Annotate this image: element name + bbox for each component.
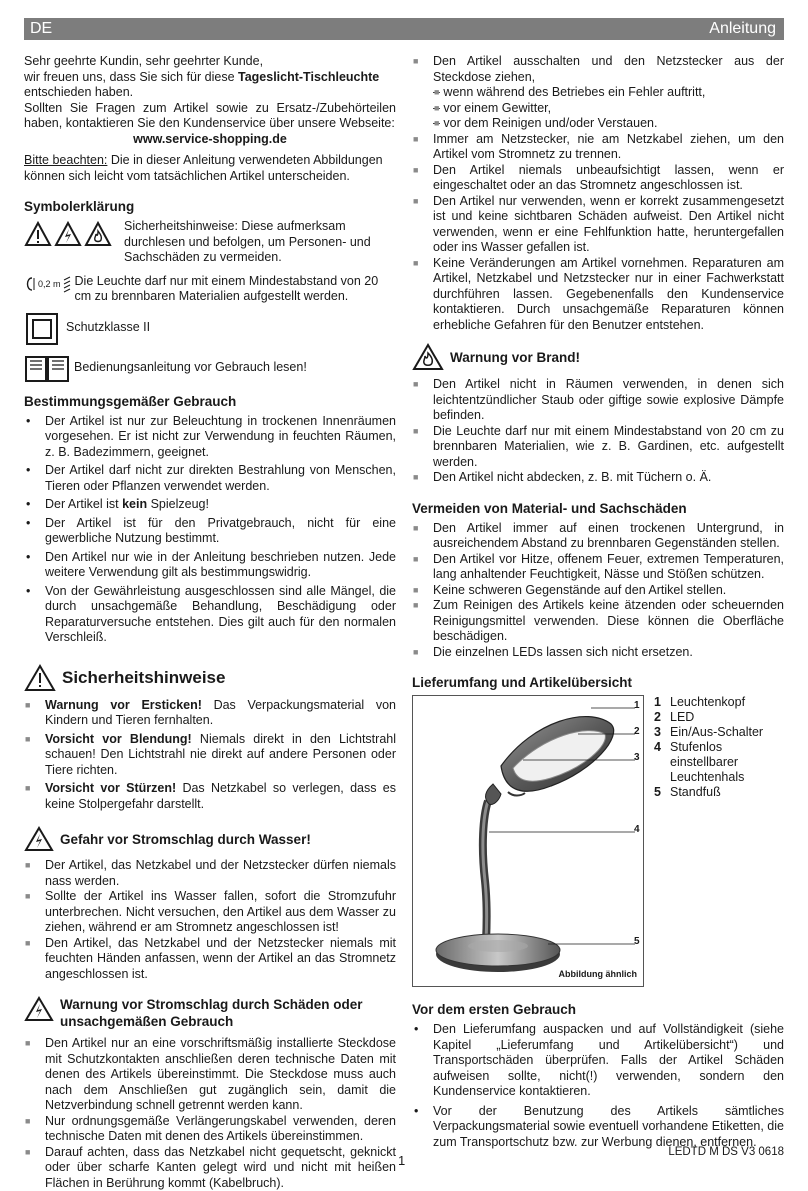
fire-heading-row — [412, 343, 784, 371]
list-item: ■ Den Artikel, das Netzkabel und der Netzstecker niemals mit feuchten Händen anfassen, wenn der Artikel an das Stromnetz angeschlossen ist. — [24, 936, 396, 983]
image-note: Bitte beachten: Die in dieser Anleitung verwendeten Abbildungen können sich leicht vom tatsächlichen Artikel unterscheiden. — [24, 153, 396, 184]
callout-2: 2 — [634, 724, 640, 740]
list-item: ■ Den Artikel vor Hitze, offenem Feuer, extremen Temperaturen, lang anhaltender Feuchtigkeit, Nässe und Stößen schützen. — [412, 552, 784, 583]
intro-line-3: entschieden haben. — [24, 85, 396, 101]
list-item: ■ Vorsicht vor Blendung! Niemals direkt in den Lichtstrahl schauen! Den Lichtstrahl nie direkt auf andere Personen oder Tiere richten. — [24, 732, 396, 779]
safety-heading: Sicherheitshinweise — [62, 667, 225, 689]
intro-contact: Sollten Sie Fragen zum Artikel sowie zu Ersatz-/Zubehörteilen haben, kontaktieren Sie den Kundenservice über unsere Webseite: — [24, 101, 396, 132]
service-url-link[interactable]: www.service-shopping.de — [24, 132, 396, 148]
list-item: • Von der Gewährleistung ausgeschlossen sind alle Mängel, die durch unsachgemäße Behandlung, Beschädigung oder Reparaturversuche entstehen. Dies gilt auch für den normalen Verschleiß. — [24, 584, 396, 646]
damage-list — [24, 1036, 396, 1191]
damage-heading: Warnung vor Stromschlag durch Schäden oder unsachgemäßen Gebrauch — [60, 996, 396, 1030]
overview-section — [412, 695, 784, 987]
protection-class-2-icon — [24, 313, 62, 345]
list-item: ■ Vorsicht vor Stürzen! Das Netzkabel so verlegen, dass es keine Stolpergefahr darstellt. — [24, 781, 396, 812]
list-item: ■ Sollte der Artikel ins Wasser fallen, sofort die Stromzufuhr unterbrechen. Nicht versuchen, den Artikel aus dem Wasser zu ziehen, während er am Stromnetz angeschlossen ist! — [24, 889, 396, 936]
lamp-distance-icon — [24, 276, 36, 292]
list-item: • Der Artikel ist kein Spielzeug! — [24, 497, 396, 513]
water-list — [24, 858, 396, 982]
safety-heading-row — [24, 664, 396, 692]
material-hatch-icon — [63, 276, 71, 292]
electric-shock-icon — [24, 826, 54, 852]
list-item: ■ Den Artikel nur verwenden, wenn er korrekt zusammengesetzt ist und keine sichtbaren Schäden aufweist. Den Artikel nicht verwenden, wenn er eine Fehlfunktion hatte, heruntergefallen oder ins Wasser gefallen ist. — [412, 194, 784, 256]
fire-hazard-icon — [84, 221, 112, 247]
document-code: LEDTD M DS V3 0618 — [668, 1145, 784, 1161]
list-item: • Den Lieferumfang auspacken und auf Vollständigkeit (siehe Kapitel „Lieferumfang und Artikelübersicht“) und Transportschäden überprüfen. Falls der Artikel Schäden aufweisen sollte, nicht(!) verwenden, sondern den Kundenservice kontaktieren. — [412, 1022, 784, 1100]
distance-label: 0,2 m — [38, 279, 61, 289]
list-item: • Der Artikel ist für den Privatgebrauch, nicht für eine gewerbliche Nutzung bestimmt. — [24, 516, 396, 547]
material-heading: Vermeiden von Material- und Sachschäden — [412, 500, 784, 517]
list-item: 3 Ein/Aus-Schalter — [654, 725, 763, 740]
material-list — [412, 521, 784, 661]
list-item: • Der Artikel ist nur zur Beleuchtung in trockenen Innenräumen vorgesehen. Er ist nicht zur Verwendung in feuchten Räumen, z. B. Badezimmern, geeignet. — [24, 414, 396, 461]
callout-1: 1 — [634, 698, 640, 714]
intended-use-list — [24, 414, 396, 646]
list-item: 5 Standfuß — [654, 785, 763, 800]
header-title: Anleitung — [709, 18, 776, 40]
list-item: • Vor der Benutzung des Artikels sämtliches Verpackungsmaterial sowie eventuell vorhandene Etiketten, die zum Transportschutz bzw. zur Werbung dienen, entfernen. — [412, 1104, 784, 1151]
list-item: ■ Den Artikel nicht abdecken, z. B. mit Tüchern o. Ä. — [412, 470, 784, 486]
warning-icon — [24, 664, 56, 692]
fire-hazard-icon — [412, 343, 444, 371]
callout-4: 4 — [634, 822, 640, 838]
symbol-distance: 0,2 m Die Leuchte darf nur mit einem Mindestabstand von 20 cm zu brennbaren Materialien aufgestellt werden. — [24, 274, 396, 305]
overview-heading: Lieferumfang und Artikelübersicht — [412, 674, 784, 691]
intro-line: wir freuen uns, dass Sie sich für diese Tageslicht-Tischleuchte — [24, 70, 396, 86]
list-item: • Der Artikel darf nicht zur direkten Bestrahlung von Menschen, Tieren oder Pflanzen verwendet werden. — [24, 463, 396, 494]
warning-icon — [24, 221, 52, 247]
list-item: ■ Den Artikel nur an eine vorschriftsmäßig installierte Steckdose mit Schutzkontakten anschließen deren technische Daten mit denen des Artikels übereinstimmt. Die Steckdose muss auch nach dem Anschließen gut zugänglich sein, damit die Netzverbindung schnell getrennt werden kann. — [24, 1036, 396, 1114]
list-item: ■ Nur ordnungsgemäße Verlängerungskabel verwenden, deren technische Daten mit denen des Artikels übereinstimmen. — [24, 1114, 396, 1145]
list-item: ■ Keine schweren Gegenstände auf den Artikel stellen. — [412, 583, 784, 599]
list-item: ■ Zum Reinigen des Artikels keine ätzenden oder scheuernden Reinigungsmittel verwenden. Diese können die Oberfläche beschädigen. — [412, 598, 784, 645]
list-item: 1 Leuchtenkopf — [654, 695, 763, 710]
list-item: 2 LED — [654, 710, 763, 725]
water-heading: Gefahr vor Stromschlag durch Wasser! — [60, 826, 311, 848]
callout-5: 5 — [634, 934, 640, 950]
parts-legend — [654, 695, 763, 987]
right-column — [412, 54, 784, 1150]
list-item: ■ Die Leuchte darf nur mit einem Mindestabstand von 20 cm zu brennbaren Materialien, wie z. B. Gardinen, etc. aufgestellt werden. — [412, 424, 784, 471]
first-use-list — [412, 1022, 784, 1150]
first-use-heading: Vor dem ersten Gebrauch — [412, 1001, 784, 1018]
sub-item: ■ – vor einem Gewitter, — [433, 101, 784, 117]
list-item: • Den Artikel nur wie in der Anleitung beschrieben nutzen. Jede weitere Verwendung gilt als bestimmungswidrig. — [24, 550, 396, 581]
list-item: ■ Darauf achten, dass das Netzkabel nicht gequetscht, geknickt oder über scharfe Kanten gelegt wird und nicht mit heißen Flächen in Berührung kommt (Kabelbruch). — [24, 1145, 396, 1191]
list-item: ■ Den Artikel niemals unbeaufsichtigt lassen, wenn er eingeschaltet oder an das Stromnetz angeschlossen ist. — [412, 163, 784, 194]
list-item: ■ Der Artikel, das Netzkabel und der Netzstecker dürfen niemals nass werden. — [24, 858, 396, 889]
sub-item: ■ – wenn während des Betriebes ein Fehler auftritt, — [433, 85, 784, 101]
safety-list — [24, 698, 396, 813]
list-item: ■ Keine Veränderungen am Artikel vornehmen. Reparaturen am Artikel, Netzkabel und Netzstecker nur in einer Fachwerkstatt durchführen lassen. Gegebenenfalls den Kundenservice kontaktieren. Durch unsachgemäße Reparaturen können erhebliche Gefahren für den Benutzer entstehen. — [412, 256, 784, 334]
list-item: ■ Den Artikel nicht in Räumen verwenden, in denen sich leichtentzündlicher Staub oder giftige sowie explosive Dämpfe befinden. — [412, 377, 784, 424]
list-item: ■ Immer am Netzstecker, nie am Netzkabel ziehen, um den Artikel vom Stromnetz zu trennen. — [412, 132, 784, 163]
left-column — [24, 54, 396, 1191]
callout-3: 3 — [634, 750, 640, 766]
damage-heading-row — [24, 996, 396, 1030]
read-manual-icon — [24, 353, 70, 383]
sub-item: ■ – vor dem Reinigen und/oder Verstauen. — [433, 116, 784, 132]
fire-heading: Warnung vor Brand! — [450, 343, 580, 366]
figure-caption: Abbildung ähnlich — [559, 967, 638, 983]
list-item: 4 Stufenlos einstellbarer Leuchtenhals — [654, 740, 763, 785]
intended-use-heading: Bestimmungsgemäßer Gebrauch — [24, 393, 396, 410]
electric-shock-icon — [54, 221, 82, 247]
product-figure — [412, 695, 644, 987]
fire-list — [412, 377, 784, 486]
water-heading-row — [24, 826, 396, 852]
general-safety-list — [412, 54, 784, 333]
lamp-illustration — [413, 696, 643, 986]
symbol-class2: Schutzklasse II — [24, 313, 396, 345]
symbol-safety: Sicherheitshinweise: Diese aufmerksam durchlesen und befolgen, um Personen- und Sachschäden zu vermeiden. — [24, 219, 396, 266]
list-item: ■ Den Artikel ausschalten und den Netzstecker aus der Steckdose ziehen, ■ – wenn während des Betriebes ein Fehler auftritt, ■ – vor einem Gewitter, ■ – vor dem Reinigen und/oder Verstauen. — [412, 54, 784, 132]
symbols-heading: Symbolerklärung — [24, 198, 396, 215]
language-code: DE — [30, 20, 52, 37]
greeting: Sehr geehrte Kundin, sehr geehrter Kunde, — [24, 54, 396, 70]
list-item: ■ Den Artikel immer auf einen trockenen Untergrund, in ausreichendem Abstand zu brennbaren Gegenständen stellen. — [412, 521, 784, 552]
list-item: ■ Die einzelnen LEDs lassen sich nicht ersetzen. — [412, 645, 784, 661]
symbol-manual: Bedienungsanleitung vor Gebrauch lesen! — [24, 353, 396, 383]
list-item: ■ Warnung vor Ersticken! Das Verpackungsmaterial von Kindern und Tieren fernhalten. — [24, 698, 396, 729]
header-bar — [24, 18, 784, 40]
electric-shock-icon — [24, 996, 54, 1022]
page-number: 1 — [398, 1153, 405, 1169]
